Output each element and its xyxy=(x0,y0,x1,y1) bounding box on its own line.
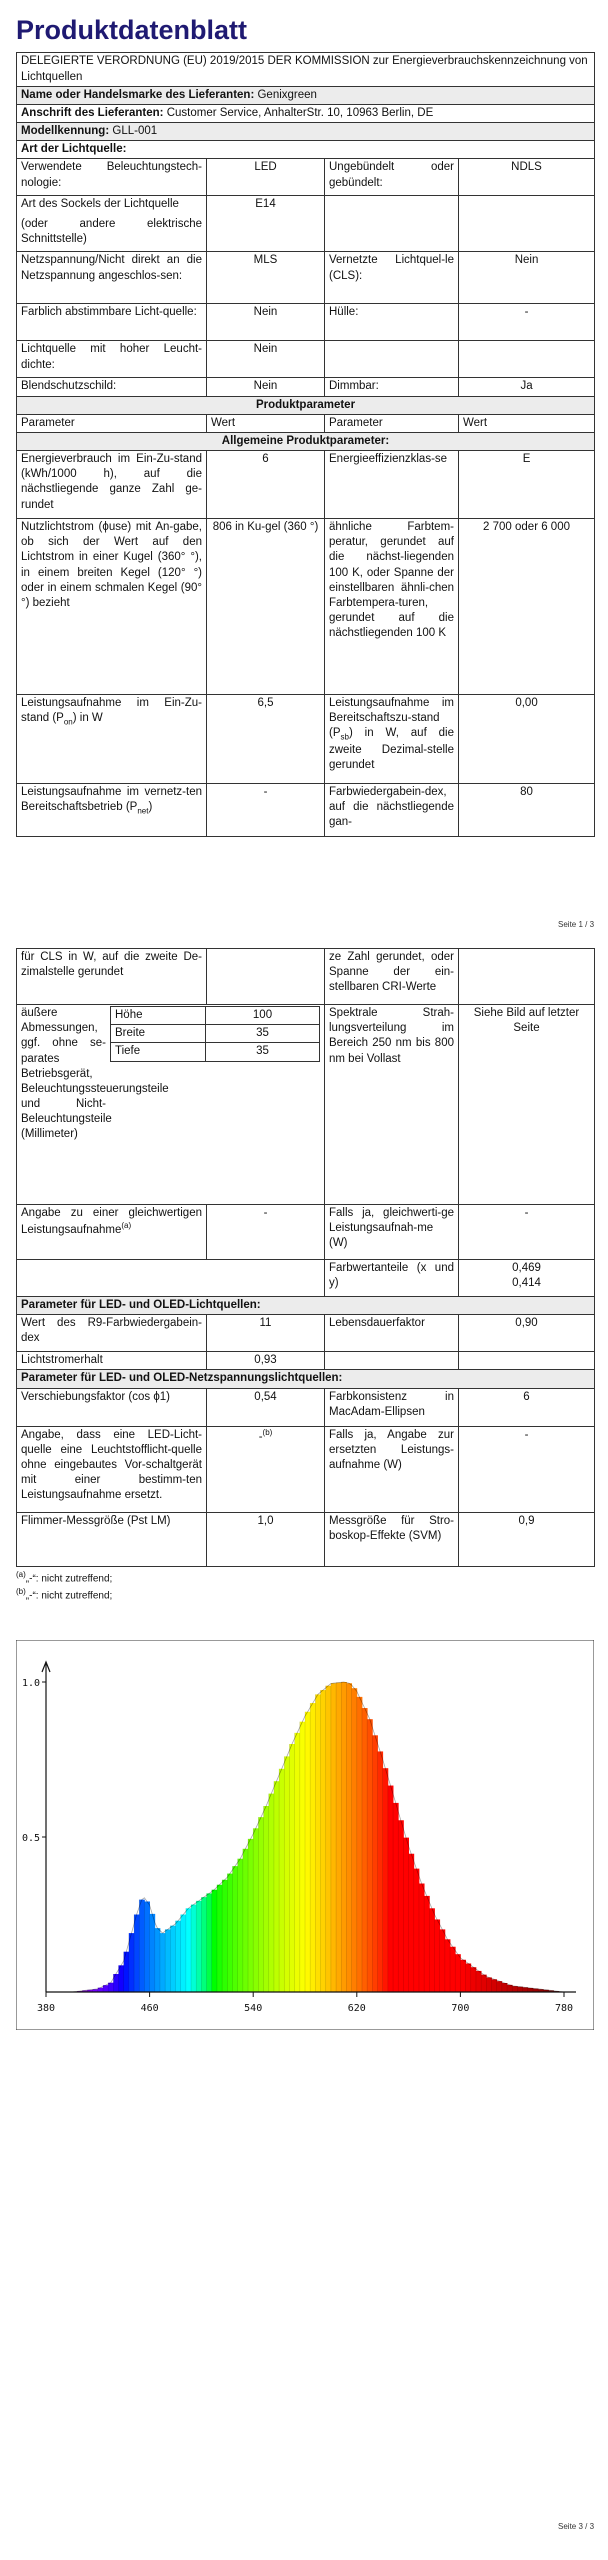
spectrum-bar xyxy=(227,1874,233,1992)
tunable-label: Farblich abstimmbare Licht-quelle: xyxy=(17,304,207,341)
empty-cell xyxy=(325,1352,459,1370)
spectrum-bar xyxy=(222,1880,228,1992)
x-tick-label: 700 xyxy=(451,2003,470,2014)
spectrum-bar xyxy=(181,1915,187,1993)
spectral-distribution-chart xyxy=(16,1640,594,2030)
y-tick-label: 0.5 xyxy=(22,1833,41,1844)
spectrum-bar xyxy=(471,1967,477,1992)
spectrum-bar xyxy=(300,1722,306,1992)
life-value: 0,90 xyxy=(459,1315,595,1352)
spectrum-bar xyxy=(486,1977,492,1992)
col-header-parameter: Parameter xyxy=(17,414,207,432)
spectrum-bar xyxy=(476,1971,482,1992)
r9-value: 11 xyxy=(207,1315,325,1352)
spectrum-bar xyxy=(310,1703,316,1992)
spectrum-bar xyxy=(258,1817,264,1992)
spectrum-bar xyxy=(352,1688,358,1992)
spectrum-bar xyxy=(362,1708,368,1992)
spectrum-bar xyxy=(336,1683,342,1992)
spectrum-bar xyxy=(497,1981,503,1992)
consist-value: 6 xyxy=(459,1388,595,1426)
flicker-value: 1,0 xyxy=(207,1512,325,1566)
empty-cell xyxy=(17,1260,325,1297)
dimmable-value: Ja xyxy=(459,378,595,396)
svm-value: 0,9 xyxy=(459,1512,595,1566)
spectrum-bar xyxy=(248,1839,254,1992)
spectrum-bar xyxy=(144,1901,150,1992)
svm-label: Messgröße für Stro-boskop-Effekte (SVM) xyxy=(325,1512,459,1566)
cap-cell xyxy=(17,196,207,252)
dimensions-cell xyxy=(17,1005,325,1205)
spectrum-bar xyxy=(139,1900,145,1992)
width-value: 35 xyxy=(206,1025,320,1043)
spectrum-bar xyxy=(502,1983,508,1992)
height-label: Höhe xyxy=(111,1007,206,1025)
col-header-value: Wert xyxy=(207,414,325,432)
empty-cell xyxy=(459,196,595,252)
empty-cell xyxy=(459,1352,595,1370)
spectrum-bar xyxy=(238,1859,244,1992)
x-tick-label: 460 xyxy=(140,2003,159,2014)
antiglare-value: Nein xyxy=(207,378,325,396)
spectrum-bar xyxy=(331,1683,337,1992)
chroma-label: Farbwertanteile (x und y) xyxy=(325,1260,459,1297)
spectrum-bar xyxy=(191,1905,197,1992)
spectrum-bar xyxy=(284,1756,290,1992)
spectrum-bar xyxy=(398,1820,404,1992)
supplier-name-value: Genixgreen xyxy=(257,88,317,101)
spectrum-bar xyxy=(414,1869,420,1992)
footnote-b: $^{(b)}$„-“: nicht zutreffend; xyxy=(16,1586,113,1602)
psb-value: 0,00 xyxy=(459,695,595,784)
spectrum-bar xyxy=(217,1885,223,1992)
energy-value: 6 xyxy=(207,451,325,519)
spectrum-bar xyxy=(429,1908,435,1992)
envelope-label: Hülle: xyxy=(325,304,459,341)
spectrum-bar xyxy=(388,1786,394,1992)
x-tick-label: 780 xyxy=(554,2003,574,2014)
supplier-address-value: Customer Service, AnhalterStr. 10, 10963 Berlin, DE xyxy=(166,106,434,119)
lightsource-type-heading: Art der Lichtquelle: xyxy=(17,141,595,159)
spectrum-bar xyxy=(512,1986,518,1992)
spectrum-bar xyxy=(134,1915,140,1993)
page-title: Produktdatenblatt xyxy=(16,15,248,45)
spectrum-bar xyxy=(460,1960,466,1992)
spectrum-bar xyxy=(176,1921,182,1992)
envelope-value: - xyxy=(459,304,595,341)
empty-cell xyxy=(459,949,595,1005)
spectrum-bar xyxy=(383,1768,389,1992)
pf-value: 0,54 xyxy=(207,1388,325,1426)
empty-cell xyxy=(207,949,325,1005)
empty-cell xyxy=(325,341,459,378)
cap-value: E14 xyxy=(207,196,325,252)
spectrum-bar xyxy=(315,1694,321,1992)
col-header-value: Wert xyxy=(459,414,595,432)
spectrum-bar xyxy=(378,1751,384,1992)
spd-label: Spektrale Strah-lungsverteilung im Bereich 250 nm bis 800 nm bei Vollast xyxy=(325,1005,459,1205)
page-3-footer: Seite 3 / 3 xyxy=(558,2522,595,2531)
datasheet-table-2 xyxy=(16,948,595,1567)
spectrum-bar xyxy=(150,1914,156,1992)
spectrum-bar xyxy=(445,1939,451,1992)
cri-value: 80 xyxy=(459,784,595,837)
technology-value: LED xyxy=(207,159,325,196)
spectrum-bar xyxy=(295,1733,301,1992)
spectrum-bar xyxy=(207,1893,213,1992)
spectrum-bar xyxy=(403,1838,409,1992)
spectrum-bar xyxy=(321,1690,327,1992)
spectrum-bar xyxy=(419,1884,425,1993)
spectrum-bar xyxy=(481,1975,487,1992)
spectrum-bar xyxy=(305,1712,311,1992)
product-parameters-heading: Produktparameter xyxy=(17,396,595,414)
spectrum-bar xyxy=(253,1828,259,1992)
spectrum-bar xyxy=(165,1929,171,1992)
col-header-parameter: Parameter xyxy=(325,414,459,432)
maint-label: Lichtstromerhalt xyxy=(17,1352,207,1370)
replace-value: -$^{(b)}$ xyxy=(207,1426,325,1512)
dimensions-subtable xyxy=(110,1006,320,1062)
equiv-value: - xyxy=(207,1205,325,1260)
height-value: 100 xyxy=(206,1007,320,1025)
spectrum-bar xyxy=(517,1987,523,1992)
led-parameters-heading: Parameter für LED- und OLED-Lichtquellen: xyxy=(17,1297,595,1315)
r9-label: Wert des R9-Farbwiedergabein-dex xyxy=(17,1315,207,1352)
dimmable-label: Dimmbar: xyxy=(325,378,459,396)
technology-label: Verwendete Beleuchtungstech-nologie: xyxy=(17,159,207,196)
consist-label: Farbkonsistenz in MacAdam-Ellipsen xyxy=(325,1388,459,1426)
spectrum-bar xyxy=(279,1769,285,1992)
pon-label: Leistungsaufnahme im Ein-Zu-stand $(P_{on})$ in W xyxy=(17,695,207,784)
general-parameters-heading: Allgemeine Produktparameter: xyxy=(17,432,595,450)
page-1 xyxy=(16,14,594,837)
x-tick-label: 380 xyxy=(36,2003,56,2014)
spectrum-bar xyxy=(341,1682,347,1992)
pf-label: Verschiebungsfaktor (cos ϕ1) xyxy=(17,1388,207,1426)
spectrum-bar xyxy=(367,1719,373,1992)
spectrum-bar xyxy=(466,1963,472,1992)
page-2 xyxy=(16,948,594,1603)
model-row xyxy=(17,123,595,141)
pnet-label: Leistungsaufnahme im vernetz-ten Bereitschaftsbetrieb $(P_{net})$ xyxy=(17,784,207,837)
life-label: Lebensdauerfaktor xyxy=(325,1315,459,1352)
cct-value: 2 700 oder 6 000 xyxy=(459,519,595,695)
spectrum-bar xyxy=(129,1933,135,1992)
depth-value: 35 xyxy=(206,1043,320,1061)
spectrum-bar xyxy=(424,1896,430,1992)
hlls-value: Nein xyxy=(207,341,325,378)
flux-value: 806 in Ku-gel (360 °) xyxy=(207,519,325,695)
supplier-name-label: Name oder Handelsmarke des Lieferanten: xyxy=(21,88,255,101)
regulation-subtitle: DELEGIERTE VERORDNUNG (EU) 2019/2015 DER KOMMISSION zur Energieverbrauchskennzeichnung von Lichtquellen xyxy=(17,53,595,86)
depth-label: Tiefe xyxy=(111,1043,206,1061)
supplier-name-row xyxy=(17,86,595,104)
flicker-label: Flimmer-Messgröße (Pst LM) xyxy=(17,1512,207,1566)
directional-value: NDLS xyxy=(459,159,595,196)
chroma-value: 0,469 0,414 xyxy=(459,1260,595,1297)
spectrum-bar xyxy=(274,1781,280,1992)
eec-value: E xyxy=(459,451,595,519)
datasheet-table-1 xyxy=(16,52,595,837)
mains-parameters-heading: Parameter für LED- und OLED-Netzspannungslichtquellen: xyxy=(17,1370,595,1388)
model-value: GLL-001 xyxy=(112,125,158,138)
spectrum-bar xyxy=(212,1890,218,1992)
spectrum-bar xyxy=(289,1744,295,1992)
x-tick-label: 540 xyxy=(244,2003,263,2014)
supplier-address-label: Anschrift des Lieferanten: xyxy=(21,106,164,119)
pon-value: 6,5 xyxy=(207,695,325,784)
replace-label: Angabe, dass eine LED-Licht-quelle eine Leuchtstofflicht-quelle ohne eingebautes Vor-schaltgerät mit einer bestimm-ten Leistungsaufnahme ersetzt. xyxy=(17,1426,207,1512)
page-1-footer: Seite 1 / 3 xyxy=(558,920,595,929)
spectrum-bar xyxy=(357,1697,363,1992)
psb-label: Leistungsaufnahme im Bereitschaftszu-stand $(P_{sb})$ in W, auf die zweite Dezimal-stelle gerundet xyxy=(325,695,459,784)
eec-label: Energieeffizienzklas-se xyxy=(325,451,459,519)
spectrum-bar xyxy=(186,1908,192,1992)
spectrum-bar xyxy=(196,1901,202,1992)
pnet-value: - xyxy=(207,784,325,837)
y-tick-label: 1.0 xyxy=(22,1678,41,1689)
hlls-label: Lichtquelle mit hoher Leucht-dichte: xyxy=(17,341,207,378)
spectrum-bar xyxy=(264,1806,270,1992)
model-label: Modellkennung: xyxy=(21,125,110,138)
width-label: Breite xyxy=(111,1025,206,1043)
footnotes xyxy=(16,1569,594,1604)
energy-label: Energieverbrauch im Ein-Zu-stand (kWh/1000 h), auf die nächstliegende ganze Zahl ge-rundet xyxy=(17,451,207,519)
equiv-power-value: - xyxy=(459,1205,595,1260)
dimensions-label: äußere Abmessungen, ggf. ohne se-parates Betriebsgerät, Beleuchtungssteuerungsteile und Nicht-Beleuchtungsteile (Millimeter) xyxy=(21,1007,169,1141)
empty-cell xyxy=(459,341,595,378)
replace-power-label: Falls ja, Angabe zur ersetzten Leistungs-aufnahme (W) xyxy=(325,1426,459,1512)
supplier-address-row xyxy=(17,104,595,122)
spectrum-bar xyxy=(119,1965,125,1992)
footnote-a: $^{(a)}$„-“: nicht zutreffend; xyxy=(16,1569,113,1584)
mains-label: Netzspannung/Nicht direkt an die Netzspannung angeschlos-sen: xyxy=(17,252,207,304)
cct-label: ähnliche Farbtem-peratur, gerundet auf die nächst-liegenden 100 K, oder Spanne der einstellbaren ähnli-chen Farbtempera-turen, gerundet auf die nächstliegenden 100 K xyxy=(325,519,459,695)
spectrum-bar xyxy=(435,1919,441,1992)
spectrum-bar xyxy=(346,1683,352,1992)
replace-power-value: - xyxy=(459,1426,595,1512)
spectrum-bar xyxy=(243,1849,249,1992)
spectrum-bar xyxy=(232,1866,238,1992)
empty-cell xyxy=(325,196,459,252)
cri-label-continued: ze Zahl gerundet, oder Spanne der ein-stellbaren CRI-Werte xyxy=(325,949,459,1005)
spectrum-bar xyxy=(372,1735,378,1992)
tunable-value: Nein xyxy=(207,304,325,341)
spectrum-bar xyxy=(440,1929,446,1992)
flux-label: Nutzlichtstrom (ϕuse) mit An-gabe, ob sich der Wert auf den Lichtstrom in einer Kugel (360° °), in einem breiten Kegel (120° °) oder in einem schmalen Kegel (90° °) bezieht xyxy=(17,519,207,695)
directional-label: Ungebündelt oder gebündelt: xyxy=(325,159,459,196)
equiv-label: Angabe zu einer gleichwertigen Leistungsaufnahme$^{(a)}$ xyxy=(17,1205,207,1260)
maint-value: 0,93 xyxy=(207,1352,325,1370)
connected-label: Vernetzte Lichtquel-le (CLS): xyxy=(325,252,459,304)
spectrum-bar xyxy=(201,1897,207,1992)
spectrum-bar xyxy=(108,1983,114,1992)
spectrum-bar xyxy=(455,1954,461,1992)
spectrum-bar xyxy=(170,1926,176,1992)
cri-label: Farbwiedergabein-dex, auf die nächstliegende gan- xyxy=(325,784,459,837)
x-tick-label: 620 xyxy=(347,2003,366,2014)
spectrum-bar xyxy=(155,1928,161,1992)
spectrum-bar xyxy=(491,1979,497,1992)
mains-value: MLS xyxy=(207,252,325,304)
spd-value: Siehe Bild auf letzter Seite xyxy=(459,1005,595,1205)
spectrum-bar xyxy=(269,1794,275,1992)
connected-value: Nein xyxy=(459,252,595,304)
antiglare-label: Blendschutzschild: xyxy=(17,378,207,396)
spectrum-bar xyxy=(409,1854,415,1992)
spectrum-bar xyxy=(326,1686,332,1992)
cap-label-note: (oder andere elektrische Schnittstelle) xyxy=(21,217,202,245)
spectrum-bar xyxy=(393,1803,399,1992)
cap-label: Art des Sockels der Lichtquelle xyxy=(21,198,179,211)
spectrum-bar xyxy=(160,1933,166,1992)
pnet-label-continued: für CLS in W, auf die zweite De-zimalstelle gerundet xyxy=(17,949,207,1005)
spectrum-bar xyxy=(450,1947,456,1992)
equiv-power-label: Falls ja, gleichwerti-ge Leistungsaufnah-me (W) xyxy=(325,1205,459,1260)
